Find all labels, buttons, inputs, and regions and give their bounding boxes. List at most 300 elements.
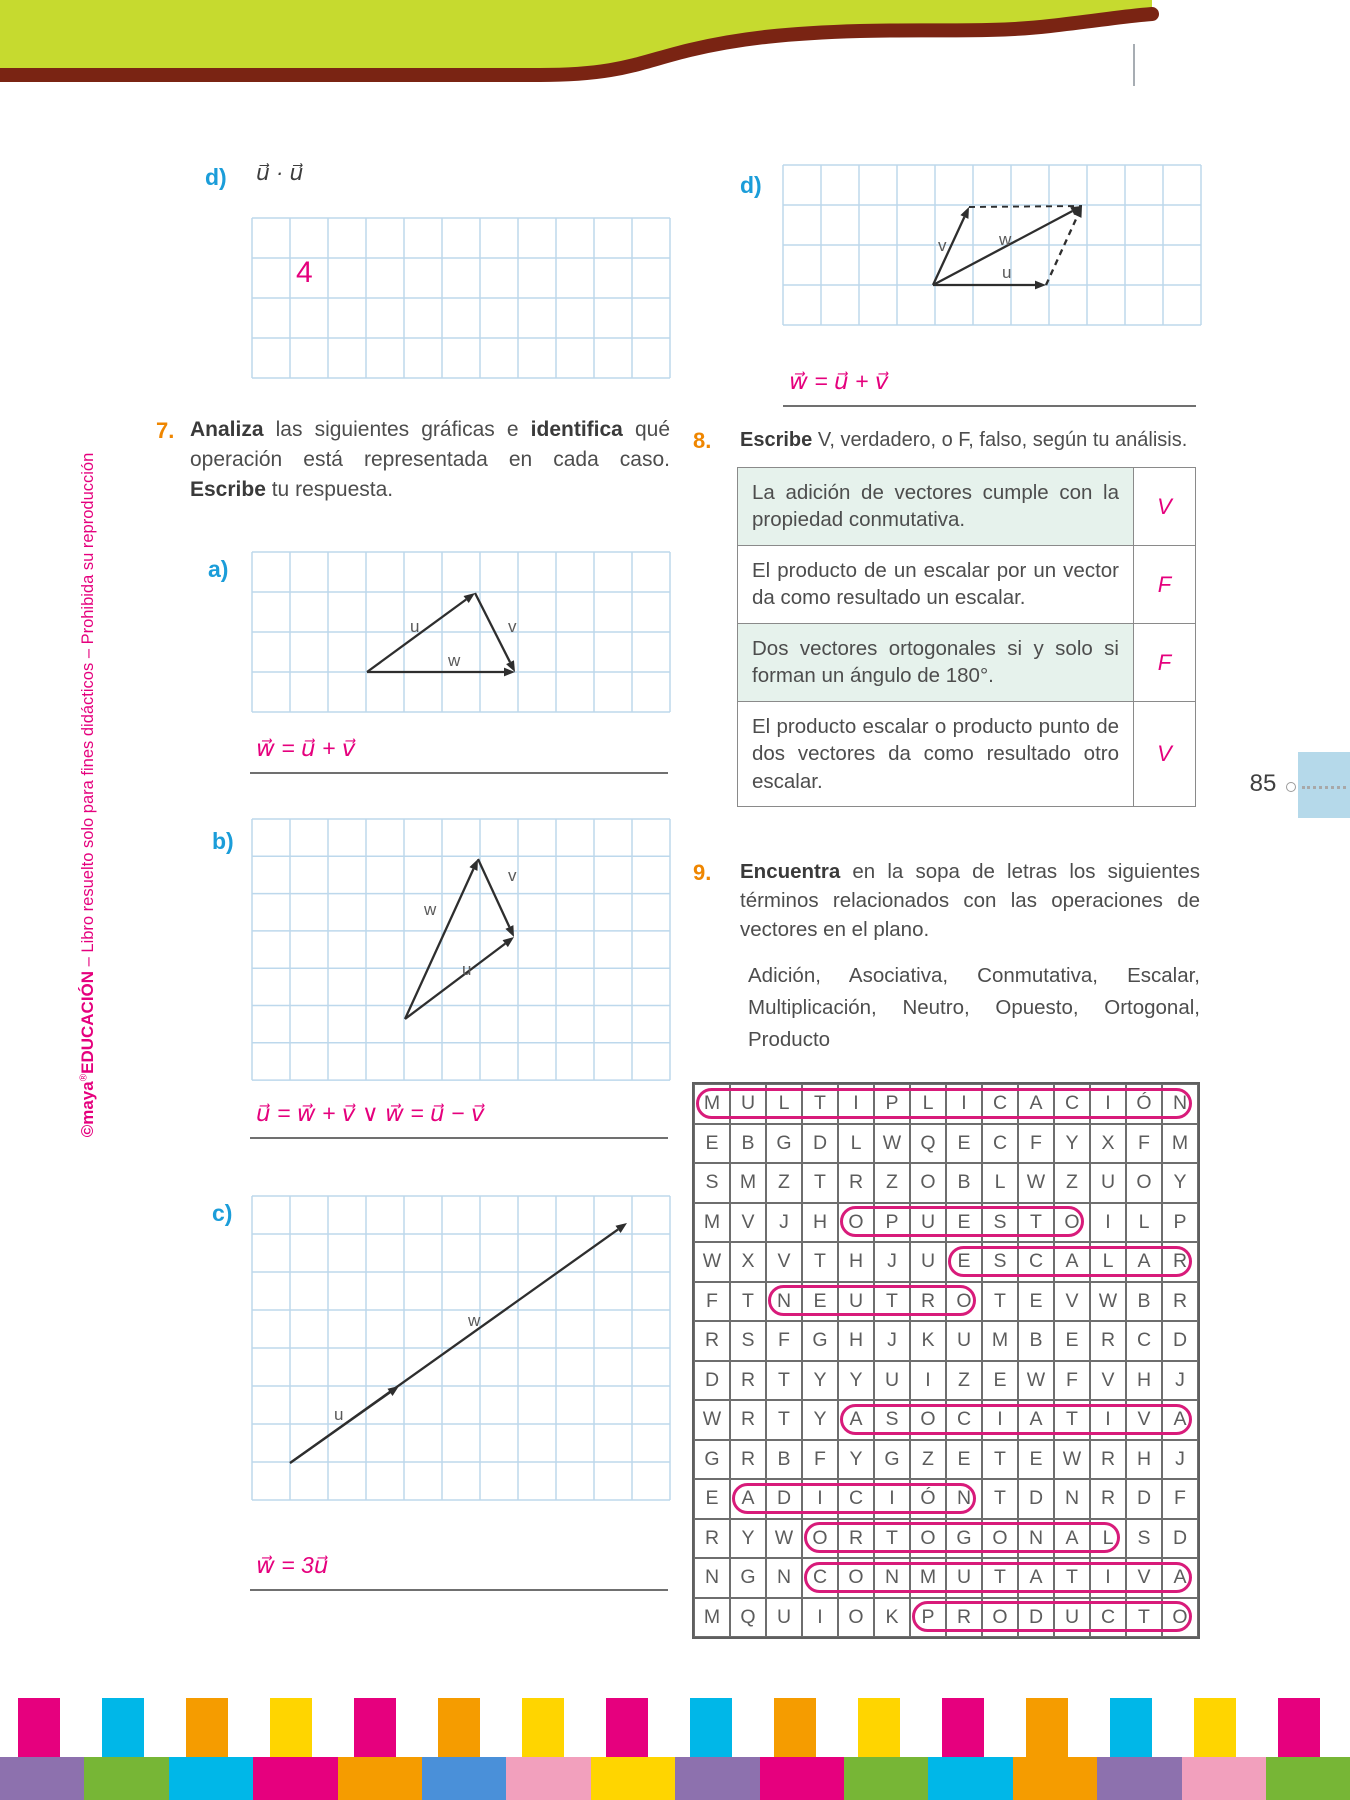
- ws-cell[interactable]: O: [946, 1282, 982, 1322]
- sidebar-copyright: [78, 453, 98, 1138]
- vector-label-w: w: [448, 651, 461, 670]
- footer-color-block: [253, 1757, 337, 1800]
- question-9-number: 9.: [693, 860, 712, 885]
- footer-color-block: [1182, 1757, 1266, 1800]
- question-7-text: [190, 415, 670, 504]
- footer-color-block: [1026, 1698, 1068, 1757]
- ws-cell[interactable]: N: [1018, 1519, 1054, 1559]
- ws-cell[interactable]: D: [1162, 1519, 1198, 1559]
- ws-cell[interactable]: L: [1090, 1519, 1126, 1559]
- answer-line-d[interactable]: w⃗ = u⃗ + v⃗: [783, 368, 1196, 407]
- ws-cell[interactable]: Z: [766, 1163, 802, 1203]
- footer-color-block: [690, 1698, 732, 1757]
- item-b-label: b): [212, 828, 234, 854]
- ws-cell[interactable]: O: [1126, 1163, 1162, 1203]
- page-number: 85: [1249, 770, 1277, 797]
- ws-cell[interactable]: O: [982, 1519, 1018, 1559]
- brand-education: EDUCACIÓN: [78, 970, 97, 1074]
- ws-cell[interactable]: A: [1126, 1242, 1162, 1282]
- ws-cell[interactable]: I: [1090, 1400, 1126, 1440]
- ws-cell[interactable]: Z: [946, 1361, 982, 1401]
- ws-cell[interactable]: I: [1090, 1203, 1126, 1243]
- ws-cell[interactable]: Y: [838, 1440, 874, 1480]
- item-d-right-label: d): [740, 172, 762, 198]
- ws-cell[interactable]: D: [766, 1479, 802, 1519]
- ws-cell[interactable]: T: [1126, 1598, 1162, 1638]
- ws-cell[interactable]: I: [874, 1479, 910, 1519]
- ws-cell[interactable]: C: [1126, 1321, 1162, 1361]
- table-row: [738, 468, 1196, 546]
- q9-text: en la sopa de letras los siguientes términos relacionados con las operaciones de vectores en el plano.: [740, 860, 1200, 942]
- footer-color-block: [0, 1757, 84, 1800]
- ws-cell[interactable]: U: [946, 1321, 982, 1361]
- ws-cell[interactable]: U: [946, 1558, 982, 1598]
- footer-color-block: [522, 1698, 564, 1757]
- handwritten-answer-4: 4: [296, 256, 313, 289]
- ws-cell[interactable]: N: [1054, 1479, 1090, 1519]
- ws-cell[interactable]: D: [694, 1361, 730, 1401]
- ws-cell[interactable]: A: [1054, 1242, 1090, 1282]
- ws-cell[interactable]: V: [1126, 1558, 1162, 1598]
- ws-cell[interactable]: H: [1126, 1440, 1162, 1480]
- ws-cell[interactable]: H: [802, 1203, 838, 1243]
- answer-3[interactable]: F: [1134, 623, 1196, 701]
- ws-cell[interactable]: U: [838, 1282, 874, 1322]
- ws-cell[interactable]: T: [1054, 1558, 1090, 1598]
- ws-cell[interactable]: D: [802, 1124, 838, 1164]
- ws-cell[interactable]: R: [730, 1361, 766, 1401]
- ws-cell[interactable]: M: [730, 1163, 766, 1203]
- ws-cell[interactable]: I: [802, 1479, 838, 1519]
- ws-cell[interactable]: L: [838, 1124, 874, 1164]
- footer-color-block: [591, 1757, 675, 1800]
- footer-color-block: [942, 1698, 984, 1757]
- ws-cell[interactable]: L: [982, 1163, 1018, 1203]
- footer-color-block: [422, 1757, 506, 1800]
- word-search: [692, 1082, 1200, 1639]
- answer-line-a[interactable]: w⃗ = u⃗ + v⃗: [250, 735, 668, 774]
- ws-cell[interactable]: R: [838, 1163, 874, 1203]
- ws-cell[interactable]: R: [1090, 1479, 1126, 1519]
- copyright-text: – Libro resuelto solo para fines didácticos – Prohibida su reproducción: [79, 452, 97, 971]
- footer-strip-bottom: [0, 1757, 1350, 1800]
- ws-cell[interactable]: M: [694, 1203, 730, 1243]
- ws-cell[interactable]: G: [766, 1124, 802, 1164]
- item-c-label: c): [212, 1200, 233, 1226]
- vector-label-w: w: [424, 900, 437, 919]
- table-row: [738, 623, 1196, 701]
- answer-line-c[interactable]: w⃗ = 3u⃗: [250, 1552, 668, 1591]
- ws-cell[interactable]: U: [874, 1361, 910, 1401]
- ws-cell[interactable]: V: [766, 1242, 802, 1282]
- ws-cell[interactable]: B: [766, 1440, 802, 1480]
- ws-cell[interactable]: B: [730, 1124, 766, 1164]
- footer-color-block: [1266, 1757, 1350, 1800]
- ws-cell[interactable]: L: [1090, 1242, 1126, 1282]
- ws-cell[interactable]: L: [766, 1084, 802, 1124]
- ws-cell[interactable]: T: [874, 1519, 910, 1559]
- ws-cell[interactable]: J: [1162, 1440, 1198, 1480]
- ws-cell[interactable]: A: [1162, 1558, 1198, 1598]
- footer-color-block: [18, 1698, 60, 1757]
- vector-label-u: u: [334, 1405, 344, 1424]
- ws-cell[interactable]: T: [982, 1282, 1018, 1322]
- ws-cell[interactable]: G: [730, 1558, 766, 1598]
- ws-cell[interactable]: T: [1018, 1203, 1054, 1243]
- footer-color-block: [774, 1698, 816, 1757]
- footer-color-block: [338, 1757, 422, 1800]
- ws-cell[interactable]: O: [1054, 1203, 1090, 1243]
- table-row: [738, 545, 1196, 623]
- ws-cell[interactable]: V: [1126, 1400, 1162, 1440]
- ws-cell[interactable]: R: [1162, 1282, 1198, 1322]
- ws-cell[interactable]: E: [694, 1124, 730, 1164]
- ws-cell[interactable]: U: [730, 1084, 766, 1124]
- q7-bold-identifica: identifica: [530, 418, 623, 441]
- ws-cell[interactable]: N: [946, 1479, 982, 1519]
- ws-cell[interactable]: R: [1162, 1242, 1198, 1282]
- footer-color-block: [606, 1698, 648, 1757]
- ws-cell[interactable]: N: [766, 1558, 802, 1598]
- ws-cell[interactable]: T: [802, 1163, 838, 1203]
- word-search-terms: Adición, Asociativa, Conmutativa, Escalar, Multiplicación, Neutro, Opuesto, Ortogonal, Producto: [748, 964, 1200, 1051]
- answer-4[interactable]: V: [1134, 701, 1196, 806]
- ws-cell[interactable]: U: [910, 1203, 946, 1243]
- vector-diagram-c: [252, 1196, 670, 1500]
- footer-color-block: [102, 1698, 144, 1757]
- ws-cell[interactable]: I: [946, 1084, 982, 1124]
- ws-cell[interactable]: J: [1162, 1361, 1198, 1401]
- ws-cell[interactable]: S: [874, 1400, 910, 1440]
- ws-cell[interactable]: O: [910, 1163, 946, 1203]
- q8-bold-escribe: Escribe: [740, 429, 813, 451]
- ws-cell[interactable]: Y: [802, 1400, 838, 1440]
- ws-cell[interactable]: P: [910, 1598, 946, 1638]
- ws-cell[interactable]: G: [802, 1321, 838, 1361]
- q7-bold-analiza: Analiza: [190, 418, 264, 441]
- ws-cell[interactable]: G: [694, 1440, 730, 1480]
- q7-text-2: qué operación está representada en cada caso.: [190, 418, 670, 471]
- q7-text-1: las siguientes gráficas e: [263, 418, 531, 441]
- ws-cell[interactable]: F: [802, 1440, 838, 1480]
- ws-cell[interactable]: U: [766, 1598, 802, 1638]
- ws-cell[interactable]: F: [1162, 1479, 1198, 1519]
- ws-cell[interactable]: L: [910, 1084, 946, 1124]
- ws-cell[interactable]: F: [694, 1282, 730, 1322]
- vector-label-v: v: [938, 236, 947, 255]
- ws-cell[interactable]: H: [838, 1321, 874, 1361]
- ws-cell[interactable]: W: [1018, 1361, 1054, 1401]
- item-d-left-expression: u⃗ · u⃗: [256, 160, 304, 185]
- ws-cell[interactable]: R: [910, 1282, 946, 1322]
- ws-cell[interactable]: I: [802, 1598, 838, 1638]
- question-8-number: 8.: [693, 428, 712, 453]
- footer-strip-top: [0, 1698, 1350, 1757]
- ws-cell[interactable]: F: [766, 1321, 802, 1361]
- ws-cell[interactable]: E: [946, 1242, 982, 1282]
- ws-cell[interactable]: M: [694, 1084, 730, 1124]
- ws-cell[interactable]: B: [946, 1163, 982, 1203]
- ws-cell[interactable]: D: [1162, 1321, 1198, 1361]
- ws-cell[interactable]: D: [1018, 1479, 1054, 1519]
- ws-cell[interactable]: O: [910, 1519, 946, 1559]
- ws-cell[interactable]: N: [874, 1558, 910, 1598]
- ws-cell[interactable]: X: [1090, 1124, 1126, 1164]
- footer-color-block: [1013, 1757, 1097, 1800]
- ws-cell[interactable]: D: [1018, 1598, 1054, 1638]
- ws-cell[interactable]: A: [838, 1400, 874, 1440]
- ws-cell[interactable]: Z: [874, 1163, 910, 1203]
- ws-cell[interactable]: C: [1090, 1598, 1126, 1638]
- ws-cell[interactable]: M: [1162, 1124, 1198, 1164]
- ws-cell[interactable]: G: [874, 1440, 910, 1480]
- ws-cell[interactable]: F: [1126, 1124, 1162, 1164]
- ws-cell[interactable]: B: [1126, 1282, 1162, 1322]
- ws-cell[interactable]: Y: [838, 1361, 874, 1401]
- ws-cell[interactable]: P: [874, 1084, 910, 1124]
- ws-cell[interactable]: I: [1090, 1084, 1126, 1124]
- page-marker-dotted-line: [1302, 786, 1346, 789]
- ws-cell[interactable]: C: [982, 1124, 1018, 1164]
- brand-logo: ©maya: [78, 1081, 97, 1138]
- vector-label-u: u: [462, 960, 472, 979]
- ws-cell[interactable]: M: [982, 1321, 1018, 1361]
- ws-cell[interactable]: C: [982, 1084, 1018, 1124]
- ws-cell[interactable]: S: [982, 1203, 1018, 1243]
- ws-cell[interactable]: U: [1054, 1598, 1090, 1638]
- ws-cell[interactable]: R: [1090, 1440, 1126, 1480]
- ws-cell[interactable]: G: [946, 1519, 982, 1559]
- ws-cell[interactable]: M: [910, 1558, 946, 1598]
- ws-cell[interactable]: R: [838, 1519, 874, 1559]
- ws-cell[interactable]: O: [1162, 1598, 1198, 1638]
- footer-color-block: [675, 1757, 759, 1800]
- question-8-text: [740, 426, 1187, 454]
- ws-cell[interactable]: N: [694, 1558, 730, 1598]
- ws-cell[interactable]: A: [1162, 1400, 1198, 1440]
- ws-cell[interactable]: J: [766, 1203, 802, 1243]
- ws-cell[interactable]: W: [766, 1519, 802, 1559]
- ws-cell[interactable]: D: [1126, 1479, 1162, 1519]
- true-false-table: [737, 467, 1196, 807]
- footer-color-block: [1097, 1757, 1181, 1800]
- ws-cell[interactable]: F: [1018, 1124, 1054, 1164]
- ws-cell[interactable]: M: [694, 1598, 730, 1638]
- ws-cell[interactable]: E: [802, 1282, 838, 1322]
- ws-cell[interactable]: C: [1018, 1242, 1054, 1282]
- ws-cell[interactable]: A: [730, 1479, 766, 1519]
- ws-cell[interactable]: R: [730, 1400, 766, 1440]
- ws-cell[interactable]: T: [874, 1282, 910, 1322]
- ws-cell[interactable]: C: [1054, 1084, 1090, 1124]
- ws-cell[interactable]: T: [766, 1400, 802, 1440]
- ws-cell[interactable]: W: [874, 1124, 910, 1164]
- registered-mark: ®: [78, 1073, 90, 1082]
- ws-cell[interactable]: Ó: [910, 1479, 946, 1519]
- ws-cell[interactable]: O: [838, 1558, 874, 1598]
- ws-cell[interactable]: A: [1054, 1519, 1090, 1559]
- ws-cell[interactable]: S: [694, 1163, 730, 1203]
- statement-3: Dos vectores ortogonales si y solo si forman un ángulo de 180°.: [738, 623, 1134, 701]
- vector-label-w: w: [468, 1311, 481, 1330]
- footer-color-block: [84, 1757, 168, 1800]
- answer-grid-d-left: [252, 218, 670, 378]
- ws-cell[interactable]: Y: [1054, 1124, 1090, 1164]
- ws-cell[interactable]: W: [1054, 1440, 1090, 1480]
- ws-cell[interactable]: X: [730, 1242, 766, 1282]
- header-green-band: [0, 0, 1152, 75]
- q8-text: V, verdadero, o F, falso, según tu análisis.: [812, 429, 1188, 451]
- header-decoration: [0, 0, 1350, 96]
- ws-cell[interactable]: V: [1090, 1361, 1126, 1401]
- ws-cell[interactable]: P: [874, 1203, 910, 1243]
- ws-cell[interactable]: W: [694, 1400, 730, 1440]
- ws-cell[interactable]: V: [730, 1203, 766, 1243]
- ws-cell[interactable]: K: [910, 1321, 946, 1361]
- answer-2[interactable]: F: [1134, 545, 1196, 623]
- ws-cell[interactable]: E: [982, 1361, 1018, 1401]
- q7-bold-escribe: Escribe: [190, 477, 266, 501]
- answer-line-b[interactable]: u⃗ = w⃗ + v⃗ ∨ w⃗ = u⃗ − v⃗: [250, 1100, 668, 1139]
- ws-cell[interactable]: C: [946, 1400, 982, 1440]
- ws-cell[interactable]: E: [1054, 1321, 1090, 1361]
- header-margin-tick: [1133, 44, 1135, 86]
- footer-color-block: [1110, 1698, 1152, 1757]
- ws-cell[interactable]: E: [694, 1479, 730, 1519]
- ws-cell[interactable]: T: [766, 1361, 802, 1401]
- ws-cell[interactable]: R: [730, 1440, 766, 1480]
- ws-cell[interactable]: O: [982, 1598, 1018, 1638]
- ws-cell[interactable]: R: [1090, 1321, 1126, 1361]
- ws-cell[interactable]: S: [982, 1242, 1018, 1282]
- footer-color-block: [844, 1757, 928, 1800]
- question-7-number: 7.: [156, 418, 175, 443]
- ws-cell[interactable]: U: [910, 1242, 946, 1282]
- statement-1: La adición de vectores cumple con la propiedad conmutativa.: [738, 468, 1134, 546]
- ws-cell[interactable]: T: [982, 1558, 1018, 1598]
- ws-cell[interactable]: O: [910, 1400, 946, 1440]
- footer-color-block: [438, 1698, 480, 1757]
- question-9-text: [740, 857, 1200, 944]
- ws-cell[interactable]: A: [1018, 1084, 1054, 1124]
- statement-2: El producto de un escalar por un vector da como resultado un escalar.: [738, 545, 1134, 623]
- vector-label-u: u: [410, 617, 420, 636]
- ws-cell[interactable]: I: [838, 1084, 874, 1124]
- ws-cell[interactable]: E: [946, 1124, 982, 1164]
- ws-cell[interactable]: T: [1054, 1400, 1090, 1440]
- q7-text-3: tu respuesta.: [265, 477, 394, 501]
- page-marker-dot: [1286, 782, 1296, 792]
- footer-color-block: [858, 1698, 900, 1757]
- ws-cell[interactable]: P: [1162, 1203, 1198, 1243]
- answer-1[interactable]: V: [1134, 468, 1196, 546]
- footer-color-block: [270, 1698, 312, 1757]
- ws-cell[interactable]: Y: [730, 1519, 766, 1559]
- ws-cell[interactable]: L: [1126, 1203, 1162, 1243]
- ws-cell[interactable]: H: [1126, 1361, 1162, 1401]
- q9-bold-encuentra: Encuentra: [740, 860, 841, 883]
- ws-cell[interactable]: U: [1090, 1163, 1126, 1203]
- item-d-left-label: d): [205, 164, 227, 190]
- footer-color-block: [1194, 1698, 1236, 1757]
- ws-cell[interactable]: O: [802, 1519, 838, 1559]
- vector-label-v: v: [508, 866, 517, 885]
- ws-cell[interactable]: C: [802, 1558, 838, 1598]
- ws-cell[interactable]: H: [838, 1242, 874, 1282]
- vector-label-w: w: [999, 230, 1012, 249]
- ws-cell[interactable]: A: [1018, 1400, 1054, 1440]
- ws-cell[interactable]: V: [1054, 1282, 1090, 1322]
- page-number-tab: [1298, 752, 1350, 818]
- ws-cell[interactable]: O: [838, 1203, 874, 1243]
- ws-cell[interactable]: Q: [730, 1598, 766, 1638]
- footer-color-block: [186, 1698, 228, 1757]
- ws-cell[interactable]: I: [1090, 1558, 1126, 1598]
- ws-cell[interactable]: T: [982, 1440, 1018, 1480]
- footer-color-block: [169, 1757, 253, 1800]
- ws-cell[interactable]: T: [802, 1084, 838, 1124]
- ws-cell[interactable]: W: [1090, 1282, 1126, 1322]
- ws-cell[interactable]: T: [982, 1479, 1018, 1519]
- ws-cell[interactable]: T: [730, 1282, 766, 1322]
- ws-cell[interactable]: E: [1018, 1440, 1054, 1480]
- vector-diagram-b: [252, 819, 670, 1080]
- ws-cell[interactable]: N: [766, 1282, 802, 1322]
- vector-diagram-a: [252, 552, 670, 712]
- ws-cell[interactable]: Y: [802, 1361, 838, 1401]
- footer-color-block: [1278, 1698, 1320, 1757]
- ws-cell[interactable]: N: [1162, 1084, 1198, 1124]
- ws-cell[interactable]: F: [1054, 1361, 1090, 1401]
- ws-cell[interactable]: E: [1018, 1282, 1054, 1322]
- table-row: [738, 701, 1196, 806]
- footer-color-block: [354, 1698, 396, 1757]
- ws-cell[interactable]: Z: [1054, 1163, 1090, 1203]
- statement-4: El producto escalar o producto punto de dos vectores da como resultado otro escalar.: [738, 701, 1134, 806]
- ws-cell[interactable]: E: [946, 1203, 982, 1243]
- ws-cell[interactable]: W: [694, 1242, 730, 1282]
- ws-cell[interactable]: K: [874, 1598, 910, 1638]
- vector-diagram-d: [783, 165, 1201, 325]
- ws-cell[interactable]: A: [1018, 1558, 1054, 1598]
- ws-cell[interactable]: Y: [1162, 1163, 1198, 1203]
- footer-color-block: [760, 1757, 844, 1800]
- footer-color-block: [928, 1757, 1012, 1800]
- ws-cell[interactable]: I: [982, 1400, 1018, 1440]
- item-a-label: a): [208, 556, 229, 582]
- ws-cell[interactable]: R: [694, 1321, 730, 1361]
- ws-cell[interactable]: C: [838, 1479, 874, 1519]
- ws-cell[interactable]: Q: [910, 1124, 946, 1164]
- ws-cell[interactable]: B: [1018, 1321, 1054, 1361]
- footer-color-block: [506, 1757, 590, 1800]
- ws-cell[interactable]: W: [1018, 1163, 1054, 1203]
- ws-cell[interactable]: J: [874, 1321, 910, 1361]
- ws-cell[interactable]: S: [730, 1321, 766, 1361]
- ws-cell[interactable]: E: [946, 1440, 982, 1480]
- vector-label-v: v: [508, 617, 517, 636]
- ws-cell[interactable]: T: [802, 1242, 838, 1282]
- ws-cell[interactable]: Z: [910, 1440, 946, 1480]
- ws-cell[interactable]: R: [946, 1598, 982, 1638]
- ws-cell[interactable]: J: [874, 1242, 910, 1282]
- ws-cell[interactable]: R: [694, 1519, 730, 1559]
- ws-cell[interactable]: I: [910, 1361, 946, 1401]
- ws-cell[interactable]: Ó: [1126, 1084, 1162, 1124]
- ws-cell[interactable]: S: [1126, 1519, 1162, 1559]
- vector-label-u: u: [1002, 263, 1012, 282]
- ws-cell[interactable]: O: [838, 1598, 874, 1638]
